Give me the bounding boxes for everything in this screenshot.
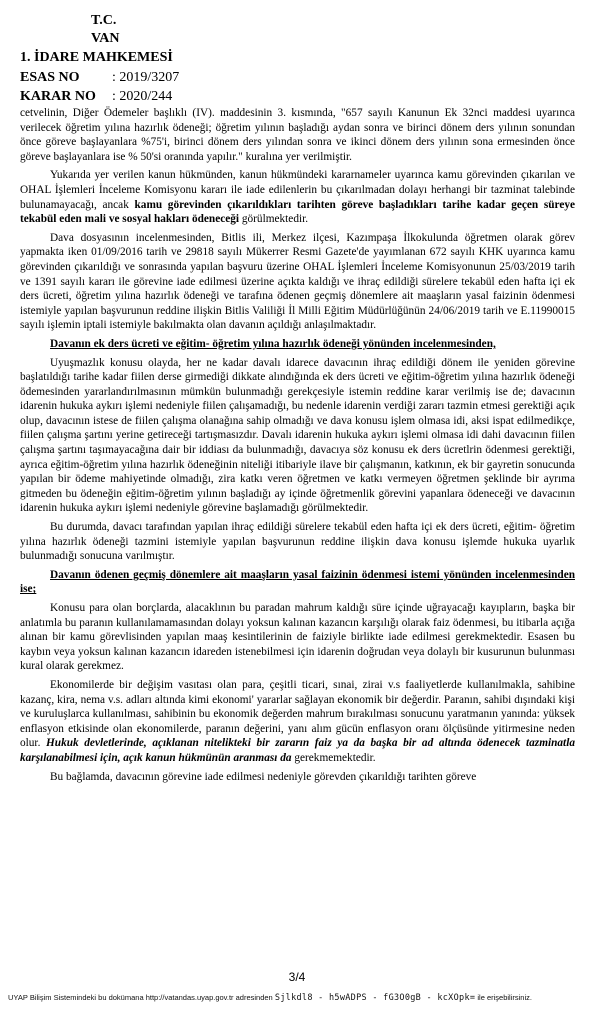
karar-no-value: : 2020/244: [112, 89, 173, 104]
court-name: 1. İDARE MAHKEMESİ: [20, 50, 173, 65]
paragraph-7-bold-italic: Hukuk devletlerinde, açıklanan nitelikteki bir zararın faiz ya da başka bir ad altında ödenecek tazminatla karşılanabilmesi için, açık kanun hükmünün aranması da: [20, 737, 575, 764]
paragraph-8: Bu bağlamda, davacının görevine iade edilmesi nedeniyle görevden çıkarıldığı tarihten göreve: [50, 770, 477, 783]
paragraph-3: Dava dosyasının incelenmesinden, Bitlis ili, Merkez ilçesi, Kazımpaşa İlkokulunda öğretmen olarak görev yapmakta iken 01/09/2016 tarih ve 29818 sayılı Mükerrer Resmi Gazete'de yayımlanan 672 sayılı KHK uyarınca kamu görevinden çıkarıldığı ve sonrasında yapılan başvuru üzerine OHAL İşlemleri İnceleme Komisyonunun 25/03/2019 tarih ve 1391 sayılı kararı ile görevine iade edilmesi üzerine açıkta kaldığı ve ihraç edildiği sürelere tekabül eden hafta içi ek ders ücreti, öğretim yılına hazırlık ödeneği ve tarafına ödenen geçmiş dönemlere ait maaşların yasal faizinin ödenmesi istemiyle yapılan başvurunun reddine ilişkin Bitlis Valiliği İl Milli Eğitim Müdürlüğünün 24/06/2019 tarih ve E.11990015 sayılı işlemin iptali istemiyle bakılmakta olan davanın açıldığı anlaşılmaktadır.: [20, 231, 575, 332]
section-heading-1: Davanın ek ders ücreti ve eğitim- öğretim yılına hazırlık ödeneği yönünden incelenmesinden,: [50, 337, 496, 350]
paragraph-2: Yukarıda yer verilen kanun hükmünden, kanun hükmündeki kararnameler uyarınca kamu görevinden çıkarılan ve OHAL İşlemleri İnceleme Komisyonu kararı ile iade edilenlerin bu çıkarılmadan dolayı herhangi bir tazminat talebinde bulunamayacağı, ancak kamu görevinden çıkarıldıkları tarihten göreve başladıkları tarihe kadar geçen süreye tekabül eden mali ve sosyal hakları ödeneceği görülmektedir.: [20, 169, 575, 226]
paragraph-2-bold: kamu görevinden çıkarıldıkları tarihten göreve başladıkları tarihe kadar geçen süreye tekabül eden mali ve sosyal hakları ödeneceği: [20, 198, 575, 226]
verification-code: Sjlkdl8 - h5wADPS - fG3O0gB - kcXOpk=: [274, 993, 476, 1003]
paragraph-7: Ekonomilerde bir değişim vasıtası olan para, çeşitli ticari, sınai, zirai v.s faaliyetlerde kullanılmakla, sahibine kazanç, kira, nema v.s. adları altında kimi ekonomi' yararlar sağlayan ekonomik bir değerdir. Paranın, sahibi dışındaki kişi ve kuruluşlarca kullanılması, sahibinin bu ekonomik değerden mahrum bırakılması sonucunu yaratmanın yanında: yüksek enflasyon etkisinde olan ekonomilerde, paranın değerini, yanı alım gücün enflasyon oranı ölçüsünde yitirmesine neden olur. Hukuk devletlerinde, açıklanan nitelikteki bir zararın faiz ya da başka bir ad altında ödenecek tazminatla karşılanabilmesi için, açık kanun hükmünün aranması da gerekmemektedir.: [20, 678, 575, 764]
header-city: VAN: [91, 31, 120, 46]
document-body: [20, 106, 575, 788]
footer-text: UYAP Bilişim Sistemindeki bu dokümana http://vatandas.uyap.gov.tr adresinden: [8, 993, 273, 1002]
esas-no-value: : 2019/3207: [112, 70, 180, 85]
karar-no-row: [20, 89, 172, 105]
paragraph-4: Uyuşmazlık konusu olayda, her ne kadar davalı idarece davacının ihraç edildiği dönem ile yeniden görevine başlatıldığı tarihe kadar fiilen derse girmediği dikkate alındığında ek ders ücreti ve eğitim-öğretim yılına hazırlık ödeneği ödemesinden yararlandırılmasının mümkün bulunmadığı gerekçesiyle istemin reddine karar verilmiş ise de; davacının idarenin hukuka aykırı işlemi nedeniyle fiilen çalışamadığı, bu nedenle idarenin verdiği zararı tazmin etmesi gerektiği açık olup, davacının istese de fiilen çalışma olanağına sahip olmadığı ve dava konusu işlem olmasa idi, aksi ispat edilmedikçe, fiilen çalışma şartını yerine getireceği tartışmasızdır. Davalı idarenin hukuka aykırı işlemi olmasa idi dahi davacının fiilen çalışma şartını taşımayacağına dair bir iddiası da bulunmadığı, davacıya söz konusu ek ders ücretlrin ödenmesi gerektiği, ayrıca eğitim-öğretim yılına hazırlık ödeneğinin niteliği itibariyle ilave bir çalışmanın, katkının, ek bir gayretin sonucunda yapılan bir ödeme mahiyetinde olmadığı, zira katkı veren öğretmen ve katkı vermeyen öğretmen şeklinde bir ayrıma gitmeden bu ödeneğin eğitim-öğretim yılının başladığı ay içinde öğretmenlik görevini yapanlara ödeneceği ve davacının idarenin hukuka aykırı işlemi nedeniyle görevine başlamadığı görülmektedir.: [20, 356, 575, 515]
footer-text-end: ile erişebilirsiniz.: [477, 993, 532, 1002]
page-number: 3/4: [288, 970, 306, 984]
esas-no-label: ESAS NO: [20, 70, 80, 85]
footer: [8, 993, 532, 1003]
header-tc: T.C.: [91, 13, 117, 28]
paragraph-6: Konusu para olan borçlarda, alacaklının bu paradan mahrum kaldığı süre içinde uğrayacağı kayıpların, başka bir anlatımla bu paranın kullanılamamasından dolayı yoksun kalınan kazancın karşılığı olarak faiz ödenmesi, bu itibarla açığa alınan bir kamu görevlisinden yapılan maaş kesintilerinin de faiziyle birlikte iade edilmesi gerekmektedir. Esasen bu kaybın veya yoksun kalınan kazancın idareden istenebilmesi için idarenin doğrudan veya dolaylı bir kusurunun bulunması kural olarak gerekmez.: [20, 602, 575, 673]
karar-no-label: KARAR NO: [20, 89, 96, 104]
paragraph-5: Bu durumda, davacı tarafından yapılan ihraç edildiği sürelere tekabül eden hafta içi ek ders ücreti, eğitim- öğretim yılına hazırlık ödeneği tazmini istemiyle yapılan başvurunun reddine ilişkin dava konusu işlemde hukuka uyarlık bulunmadığı sonucuna varılmıştır.: [20, 521, 575, 563]
esas-no-row: [20, 70, 179, 86]
section-heading-2: Davanın ödenen geçmiş dönemlere ait maaşların yasal faizinin ödenmesi istemi yönünden incelenmesinden ise;: [20, 568, 575, 596]
paragraph-1: cetvelinin, Diğer Ödemeler başlıklı (IV). maddesinin 3. kısmında, "657 sayılı Kanunun Ek 32nci maddesi uyarınca verilecek öğretim yılına hazırlık ödeneği; öğretim yılının başladığı aydan sonra ve birinci dönem ders yılının sonundan önce göreve başlayanlara %75'i, birinci dönem ders yılından sonra ve ikinci dönem ders yılının sona ermesinden önce göreve başlayanlara ise % 50'si oranında yapılır." kuralına yer verilmiştir.: [20, 107, 575, 163]
